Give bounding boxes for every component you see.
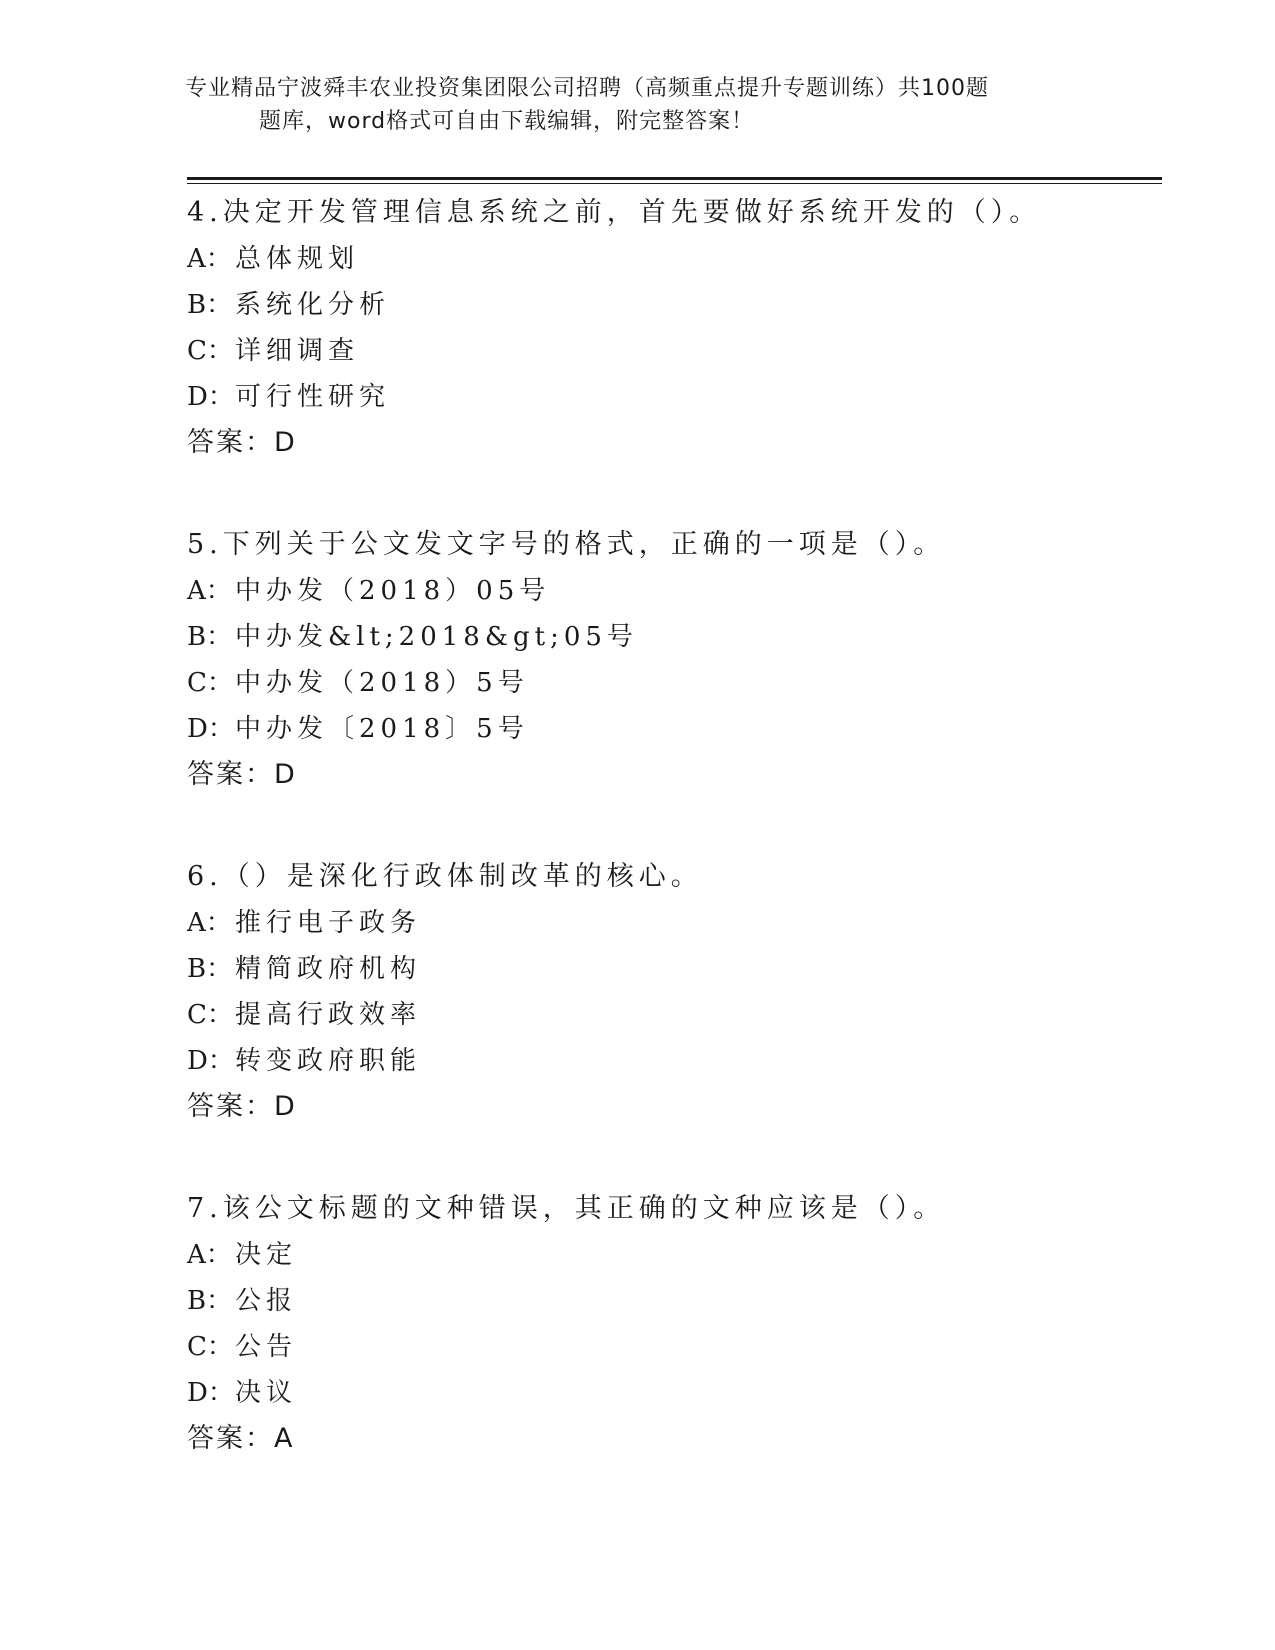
option-b — [187, 614, 1162, 660]
option-letter: B： — [187, 954, 233, 984]
option-c — [187, 328, 1162, 374]
question-stem: 4.决定开发管理信息系统之前，首先要做好系统开发的（）。 — [187, 197, 1042, 228]
option-letter: D： — [187, 1378, 234, 1408]
option-letter: D： — [187, 1046, 234, 1076]
option-text: 中办发（2018）5号 — [235, 668, 529, 698]
header-divider-thick — [187, 177, 1162, 180]
option-letter: C： — [187, 1000, 233, 1030]
option-letter: A： — [187, 908, 232, 938]
option-text: 中办发〔2018〕5号 — [235, 714, 529, 744]
option-letter: B： — [187, 1286, 233, 1316]
answer-label: 答案：D — [187, 1091, 297, 1122]
option-text: 决议 — [235, 1378, 298, 1408]
option-c — [187, 1324, 1162, 1370]
question-5 — [187, 522, 1162, 798]
question-stem: 5.下列关于公文发文字号的格式，正确的一项是（）。 — [187, 529, 946, 560]
option-d — [187, 1370, 1162, 1416]
option-d — [187, 1038, 1162, 1084]
question-4 — [187, 190, 1162, 466]
header-title-line-1: 专业精品宁波舜丰农业投资集团限公司招聘（高频重点提升专题训练）共100题 — [185, 76, 989, 101]
option-c — [187, 992, 1162, 1038]
option-text: 公告 — [235, 1332, 298, 1362]
option-b — [187, 282, 1162, 328]
question-6 — [187, 854, 1162, 1130]
question-list — [187, 190, 1162, 1518]
option-text: 提高行政效率 — [235, 1000, 422, 1030]
option-letter: B： — [187, 290, 233, 320]
option-letter: D： — [187, 714, 234, 744]
option-letter: C： — [187, 336, 233, 366]
option-text: 公报 — [235, 1286, 298, 1316]
option-text: 决定 — [235, 1240, 298, 1270]
option-a — [187, 568, 1162, 614]
option-text: 中办发&lt;2018&gt;05号 — [235, 622, 638, 652]
option-letter: A： — [187, 1240, 232, 1270]
option-a — [187, 1232, 1162, 1278]
option-text: 可行性研究 — [235, 382, 391, 412]
option-d — [187, 374, 1162, 420]
answer-label: 答案：A — [187, 1423, 295, 1454]
option-d — [187, 706, 1162, 752]
option-letter: C： — [187, 1332, 233, 1362]
question-stem: 6.（）是深化行政体制改革的核心。 — [187, 861, 703, 892]
answer-label: 答案：D — [187, 427, 297, 458]
header-title-line-2: 题库，word格式可自由下载编辑，附完整答案！ — [259, 109, 755, 134]
option-letter: D： — [187, 382, 234, 412]
option-b — [187, 1278, 1162, 1324]
option-text: 详细调查 — [235, 336, 360, 366]
option-text: 总体规划 — [235, 244, 360, 274]
option-letter: C： — [187, 668, 233, 698]
option-b — [187, 946, 1162, 992]
header-divider-thin — [187, 183, 1162, 184]
option-letter: A： — [187, 576, 232, 606]
document-header — [185, 72, 1085, 138]
option-text: 转变政府职能 — [235, 1046, 422, 1076]
option-letter: A： — [187, 244, 232, 274]
question-stem: 7.该公文标题的文种错误，其正确的文种应该是（）。 — [187, 1193, 946, 1224]
option-text: 推行电子政务 — [235, 908, 422, 938]
answer-label: 答案：D — [187, 759, 297, 790]
option-text: 系统化分析 — [235, 290, 391, 320]
option-text: 中办发（2018）05号 — [235, 576, 551, 606]
option-a — [187, 236, 1162, 282]
question-7 — [187, 1186, 1162, 1462]
option-letter: B： — [187, 622, 233, 652]
option-c — [187, 660, 1162, 706]
option-a — [187, 900, 1162, 946]
option-text: 精简政府机构 — [235, 954, 422, 984]
